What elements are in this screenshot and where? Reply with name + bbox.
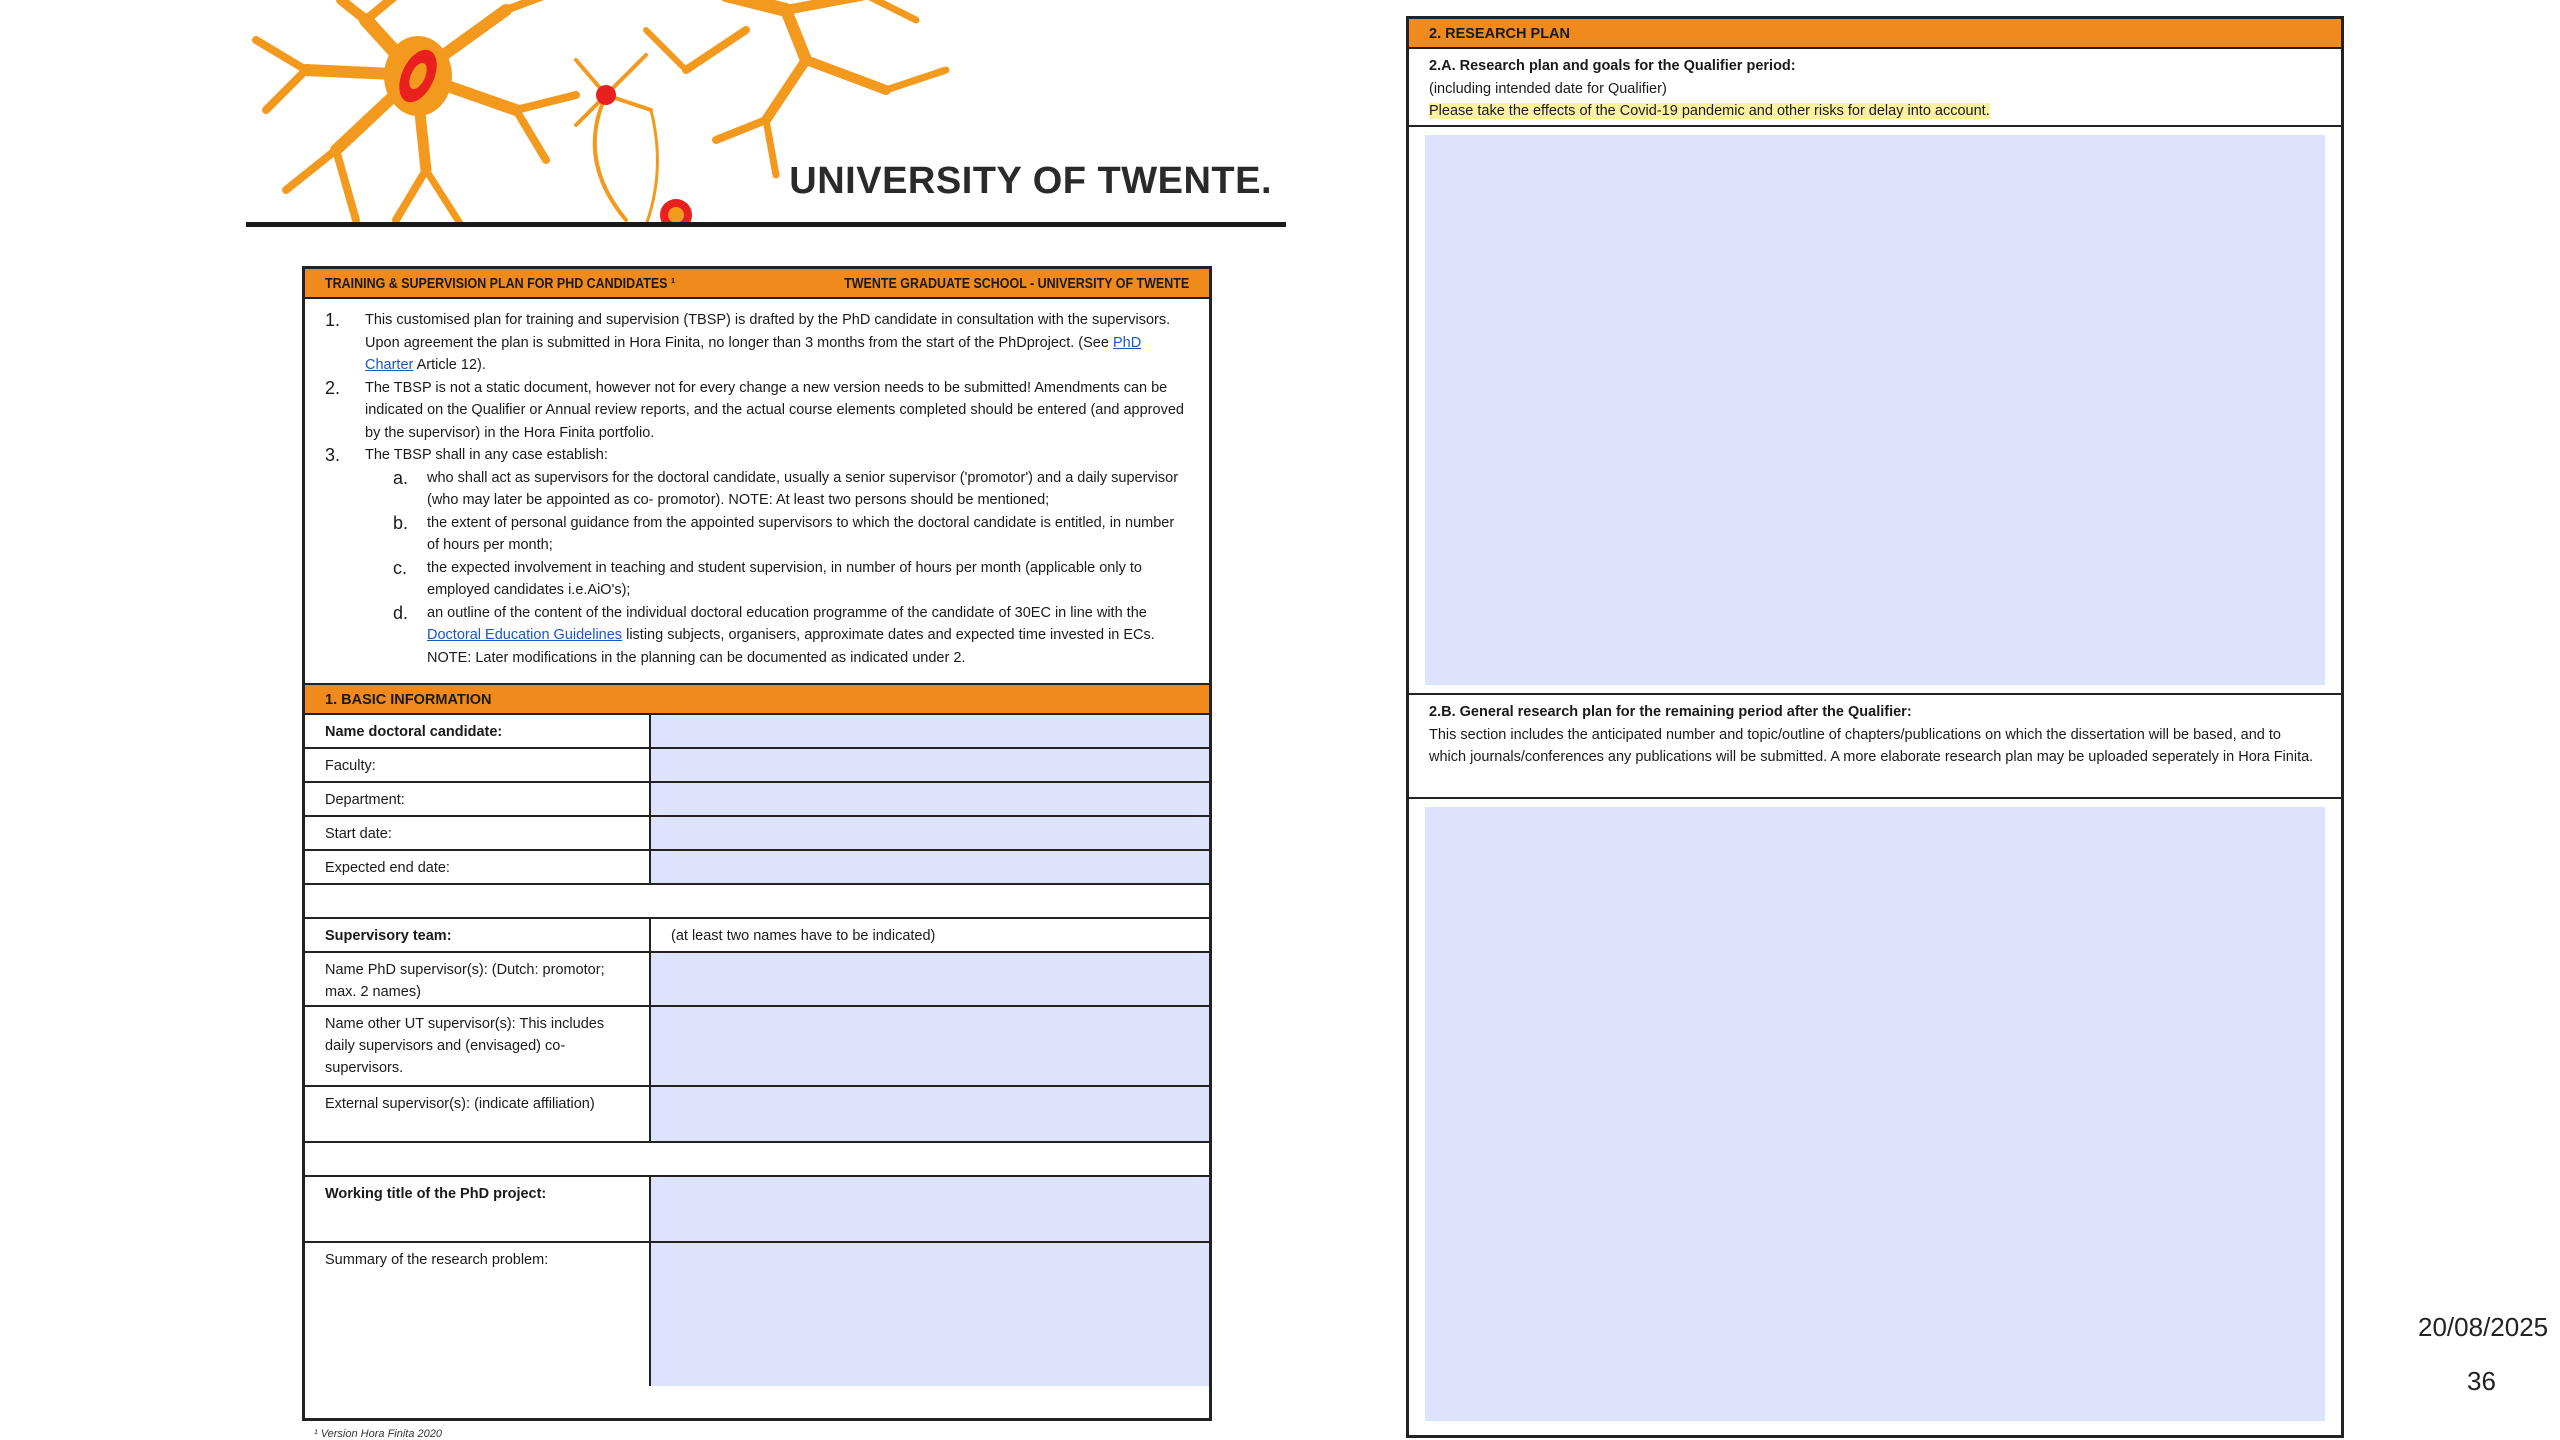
- faculty-field[interactable]: [651, 749, 1209, 781]
- form-title: TRAINING & SUPERVISION PLAN FOR PHD CANDIDATES ¹: [325, 276, 676, 292]
- supervisory-team-note: (at least two names have to be indicated): [671, 928, 936, 944]
- table-row: [305, 919, 1209, 953]
- research-plan-form: [1406, 16, 2344, 1438]
- section-2b-header: [1409, 695, 2341, 799]
- table-row: [305, 1243, 1209, 1386]
- instruction-item: 3. The TBSP shall in any case establish:: [325, 445, 608, 465]
- section-2a-subtitle: (including intended date for Qualifier): [1429, 80, 1667, 97]
- form-header: [305, 269, 1209, 299]
- other-ut-supervisors-field[interactable]: [651, 1007, 1209, 1085]
- working-title-field[interactable]: [651, 1177, 1209, 1241]
- start-date-field[interactable]: [651, 817, 1209, 849]
- instruction-item: 1. This customised plan for training and supervision (TBSP) is drafted by the PhD candidate in consultation with the supervisors. Upon agreement the plan is submitted in Hora Finita, no longer than 3 months from the start of the PhDproject. (See PhD Charter Article 12).: [325, 310, 1171, 373]
- slide-date: 20/08/2025: [2418, 1312, 2549, 1342]
- table-row: [305, 715, 1209, 749]
- external-supervisors-label: External supervisor(s): (indicate affiliation): [305, 1087, 651, 1141]
- research-plan-qualifier-field[interactable]: [1425, 135, 2325, 685]
- slide-page-number: 36: [2467, 1366, 2496, 1396]
- section-research-plan: 2. RESEARCH PLAN: [1409, 19, 2341, 49]
- banner-divider: [246, 222, 1286, 227]
- name-candidate-label: Name doctoral candidate:: [305, 715, 651, 747]
- section-2b-description: This section includes the anticipated number and topic/outline of chapters/publications on which the dissertation will be based, and to which journals/conferences any publications will be submitted. A more elaborate research plan may be uploaded seperately in Hora Finita.: [1429, 726, 2314, 765]
- end-date-label: Expected end date:: [305, 851, 651, 883]
- spacer-row: [305, 885, 1209, 919]
- section-2b-field-wrapper: [1409, 799, 2341, 1429]
- form-footnote: ¹ Version Hora Finita 2020: [314, 1428, 442, 1440]
- start-date-label: Start date:: [305, 817, 651, 849]
- research-plan-remaining-field[interactable]: [1425, 807, 2325, 1421]
- university-banner: [246, 0, 1286, 230]
- instruction-note: NOTE: Later modifications in the planning can be documented as indicated under 2.: [427, 649, 966, 666]
- table-row: [305, 851, 1209, 885]
- supervisory-team-label: Supervisory team:: [305, 919, 651, 951]
- section-2a-title: 2.A. Research plan and goals for the Qualifier period:: [1429, 58, 1796, 74]
- instruction-subitem: c. the expected involvement in teaching and student supervision, in number of hours per month (applicable only to employed candidates i.e.AiO's);: [393, 557, 1142, 598]
- instruction-subitem: a. who shall act as supervisors for the doctoral candidate, usually a senior supervisor ('promotor') and a daily supervisor (who may later be appointed as co- promotor). NOTE: At least two persons should be mentioned;: [393, 467, 1179, 508]
- university-name: UNIVERSITY OF TWENTE.: [789, 160, 1272, 202]
- working-title-label: Working title of the PhD project:: [305, 1177, 651, 1241]
- summary-label: Summary of the research problem:: [305, 1243, 651, 1386]
- training-supervision-form: [302, 266, 1212, 1421]
- section-basic-information: 1. BASIC INFORMATION: [305, 685, 1209, 715]
- summary-field[interactable]: [651, 1243, 1209, 1386]
- table-row: [305, 1177, 1209, 1243]
- external-supervisors-field[interactable]: [651, 1087, 1209, 1141]
- table-row: [305, 1007, 1209, 1087]
- instruction-item: 2. The TBSP is not a static document, however not for every change a new version needs to be submitted! Amendments can be indicated on the Qualifier or Annual review reports, and the actual course elements completed should be entered (and approved by the supervisor) in the Hora Finita portfolio.: [325, 377, 1184, 441]
- instruction-subitem: d. an outline of the content of the individual doctoral education programme of the candidate of 30EC in line with the Doctoral Education Guidelines listing subjects, organisers, approximate dates and expected time invested in ECs.: [393, 602, 1155, 643]
- table-row: [305, 953, 1209, 1007]
- faculty-label: Faculty:: [305, 749, 651, 781]
- section-2b-title: 2.B. General research plan for the remaining period after the Qualifier:: [1429, 704, 1912, 720]
- other-ut-supervisors-label: Name other UT supervisor(s): This includes daily supervisors and (envisaged) co-supervisors.: [305, 1007, 651, 1085]
- table-row: [305, 817, 1209, 851]
- form-instructions: [305, 299, 1209, 685]
- department-field[interactable]: [651, 783, 1209, 815]
- table-row: [305, 1087, 1209, 1143]
- doctoral-education-guidelines-link[interactable]: Doctoral Education Guidelines: [427, 627, 623, 643]
- phd-supervisors-label: Name PhD supervisor(s): (Dutch: promotor; max. 2 names): [305, 953, 651, 1005]
- covid-note: Please take the effects of the Covid-19 pandemic and other risks for delay into account.: [1429, 103, 1990, 119]
- name-candidate-field[interactable]: [651, 715, 1209, 747]
- form-school: TWENTE GRADUATE SCHOOL - UNIVERSITY OF TWENTE: [843, 276, 1189, 292]
- instruction-subitem: b. the extent of personal guidance from the appointed supervisors to which the doctoral candidate is entitled, in number of hours per month;: [393, 512, 1175, 553]
- phd-supervisors-field[interactable]: [651, 953, 1209, 1005]
- end-date-field[interactable]: [651, 851, 1209, 883]
- section-2a-header: [1409, 49, 2341, 127]
- table-row: [305, 749, 1209, 783]
- table-row: [305, 783, 1209, 817]
- phd-charter-link[interactable]: PhD Charter: [365, 334, 1142, 373]
- section-2a-field-wrapper: [1409, 127, 2341, 695]
- spacer-row: [305, 1143, 1209, 1177]
- department-label: Department:: [305, 783, 651, 815]
